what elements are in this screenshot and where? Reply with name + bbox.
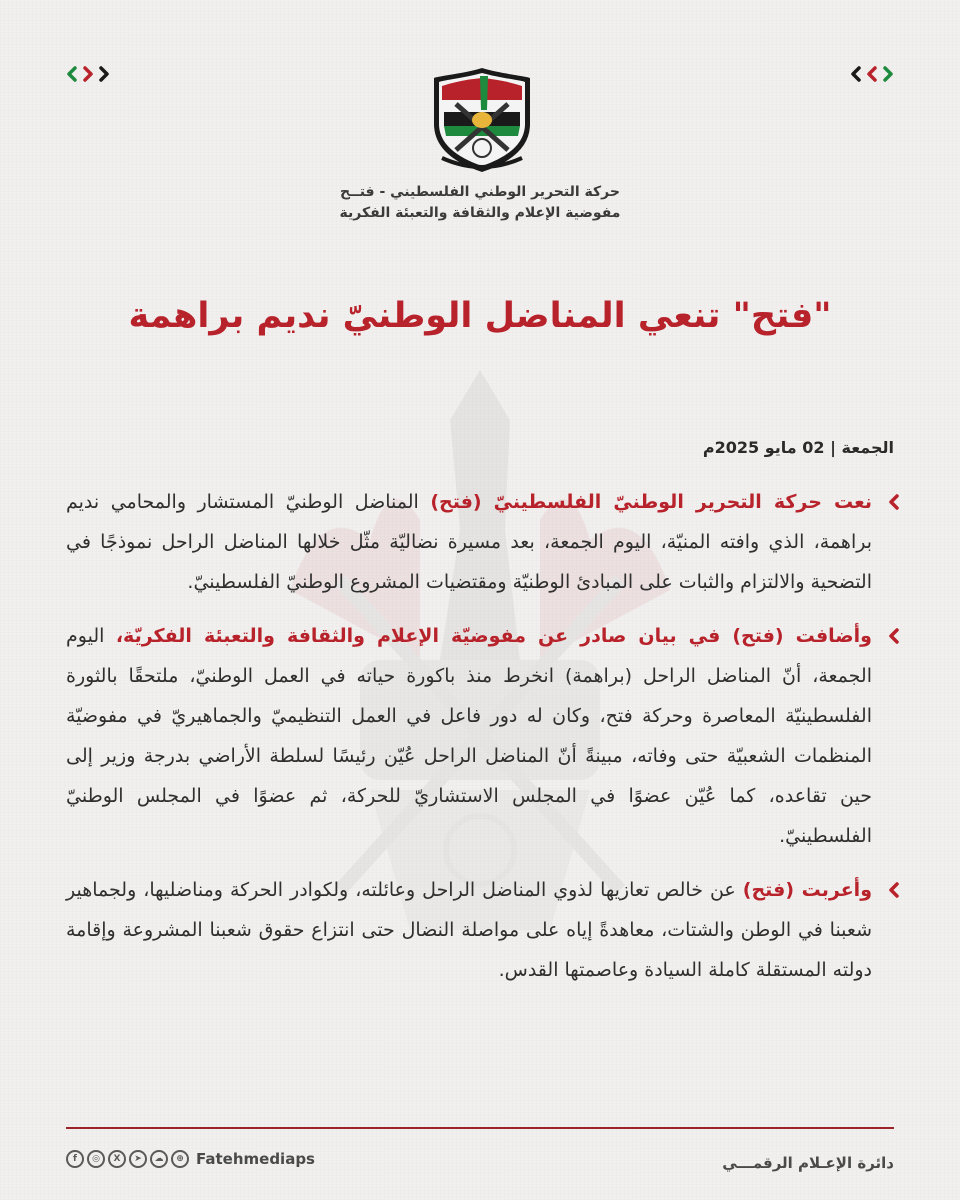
- facebook-icon[interactable]: f: [66, 1150, 84, 1168]
- article-body: [66, 482, 900, 1004]
- paragraph-1-text: المناضل الوطنيّ المستشار والمحامي نديم براهمة، الذي وافته المنيّة، اليوم الجمعة، بعد مسيرة نضاليّة مثّل خلالها المناضل الراحل نموذجًا في التضحية والالتزام والثبات على المبادئ الوطنيّة ومقتضيات المشروع الوطنيّ الفلسطينيّ.: [66, 491, 872, 593]
- bullet-chevron-icon: [888, 494, 900, 510]
- paragraph-3: [66, 870, 900, 990]
- department-name: دائرة الإعـلام الرقمـــي: [722, 1154, 894, 1172]
- telegram-icon[interactable]: ➤: [129, 1150, 147, 1168]
- fateh-emblem-logo: [430, 64, 534, 176]
- decor-chevrons-right: [850, 66, 894, 82]
- paragraph-2-text: اليوم الجمعة، أنّ المناضل الراحل (براهمة) انخرط منذ باكورة حياته في العمل الوطنيّ، ملتحقًا بالثورة الفلسطينيّة المعاصرة وحركة فتح، وكان له دور فاعل في العمل التنظيميّ والجماهيريّ في مفوضيّة المنظمات الشعبيّة حتى وفاته، مبينةً أنّ المناضل الراحل عُيّن رئيسًا لسلطة الأراضي بدرجة وزير إلى حين تقاعده، كما عُيّن عضوًا في المجلس الاستشاريّ للحركة، ثم عضوًا في المجلس الوطنيّ الفلسطينيّ.: [66, 625, 872, 847]
- paragraph-2: [66, 616, 900, 856]
- decor-chevrons-left: [66, 66, 110, 82]
- article-date: الجمعة | 02 مايو 2025م: [702, 438, 894, 457]
- org-name: حركة التحرير الوطني الفلسطيني - فتــح: [340, 184, 620, 200]
- paragraph-3-red: (فتح): [742, 879, 802, 901]
- footer: [66, 1150, 894, 1180]
- chevron-green-icon: [882, 66, 894, 82]
- chevron-red-icon: [866, 66, 878, 82]
- commission-name: مفوضية الإعلام والثقافة والتعبئة الفكرية: [339, 205, 621, 221]
- paragraph-1: [66, 482, 900, 602]
- chevron-red-icon: [82, 66, 94, 82]
- instagram-icon[interactable]: ◎: [87, 1150, 105, 1168]
- chevron-black-icon: [98, 66, 110, 82]
- chevron-green-icon: [66, 66, 78, 82]
- paragraph-3-text: عن خالص تعازيها لذوي المناضل الراحل وعائلته، ولكوادر الحركة ومناضليها، ولجماهير شعبنا في الوطن والشتات، معاهدةً إياه على مواصلة النضال حتى انتزاع حقوق شعبنا المشروعة وإقامة دولته المستقلة كاملة السيادة وعاصمتها القدس.: [66, 879, 872, 981]
- soundcloud-icon[interactable]: ☁: [150, 1150, 168, 1168]
- social-links: [66, 1150, 315, 1168]
- paragraph-3-lead: وأعربت: [801, 879, 873, 901]
- paragraph-2-lead: وأضافت (فتح) في بيان صادر عن مفوضيّة الإعلام والثقافة والتعبئة الفكريّة،: [115, 625, 872, 647]
- x-icon[interactable]: X: [108, 1150, 126, 1168]
- footer-divider: [66, 1127, 894, 1129]
- web-icon[interactable]: ⊕: [171, 1150, 189, 1168]
- social-handle[interactable]: Fatehmediaps: [196, 1150, 315, 1168]
- bullet-chevron-icon: [888, 882, 900, 898]
- page-title: "فتح" تنعي المناضل الوطنيّ نديم براهمة: [128, 296, 832, 336]
- bullet-chevron-icon: [888, 628, 900, 644]
- org-header: [0, 182, 960, 224]
- paragraph-1-lead: نعت حركة التحرير الوطنيّ الفلسطينيّ (فتح): [430, 491, 872, 513]
- chevron-black-icon: [850, 66, 862, 82]
